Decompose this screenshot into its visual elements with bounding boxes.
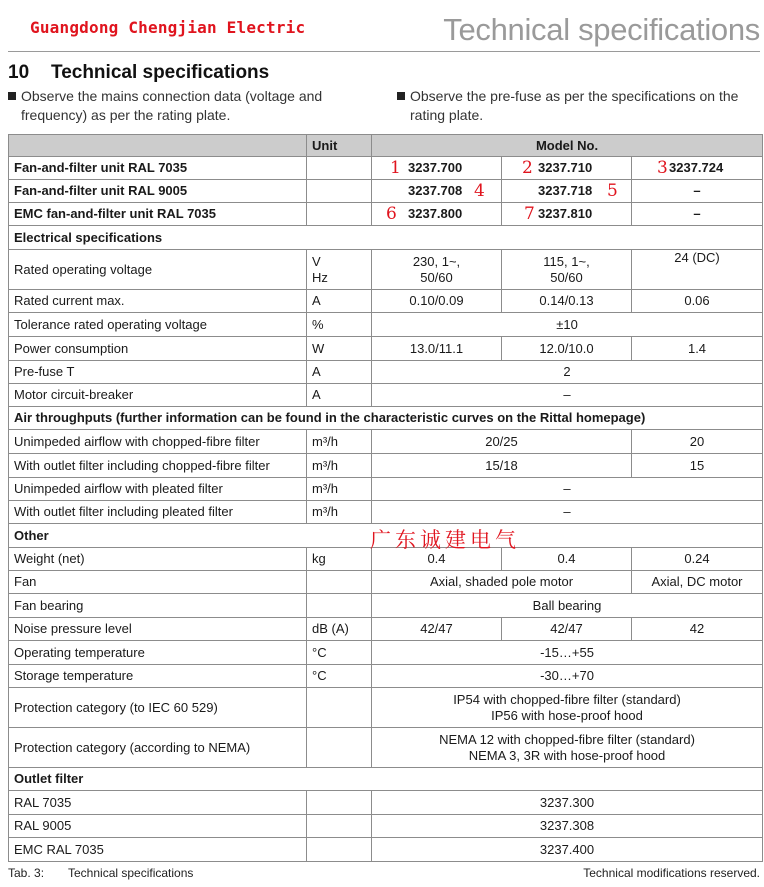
model-label: EMC fan-and-filter unit RAL 7035 — [9, 203, 307, 226]
value-cell: 20/25 — [372, 430, 632, 454]
header-title: Technical specifications — [443, 12, 760, 47]
model-number-cell — [372, 157, 502, 180]
value-cell: 3237.300 — [372, 791, 763, 815]
note-prefuse-text: Observe the pre-fuse as per the specifications on the rating plate. — [410, 88, 739, 123]
row-label: With outlet filter including chopped-fibre filter — [9, 454, 307, 478]
category-air: Air throughputs (further information can be found in the characteristic curves on the Rittal homepage) — [9, 407, 763, 430]
value-cell: 2 — [372, 361, 763, 384]
row-label: RAL 9005 — [9, 815, 307, 838]
value-line: NEMA 3, 3R with hose-proof hood — [468, 747, 666, 763]
section-number: 10 — [8, 62, 30, 83]
table-row — [9, 618, 763, 641]
table-row — [9, 815, 763, 838]
spec-table — [8, 134, 763, 862]
annotation-marker: 1 — [390, 158, 401, 178]
table-row — [9, 361, 763, 384]
annotation-marker: 6 — [386, 204, 397, 224]
unit-cell — [307, 688, 372, 728]
unit-hertz: Hz — [312, 269, 328, 285]
category-other: Other — [9, 524, 763, 548]
value-line: 50/60 — [550, 269, 583, 285]
value-cell: -30…+70 — [372, 665, 763, 688]
table-row — [9, 791, 763, 815]
model-number: 3237.810 — [538, 206, 593, 221]
value-cell: 3237.308 — [372, 815, 763, 838]
value-cell: 20 — [632, 430, 763, 454]
unit-cell: m³/h — [307, 454, 372, 478]
value-line: 115, 1~, — [543, 253, 590, 269]
annotation-marker: 4 — [474, 181, 485, 201]
unit-cell: °C — [307, 665, 372, 688]
value-cell: 42 — [632, 618, 763, 641]
section-title-text: Technical specifications — [51, 62, 270, 83]
row-label: With outlet filter including pleated filter — [9, 501, 307, 524]
unit-cell: m³/h — [307, 430, 372, 454]
value-line: 50/60 — [420, 269, 453, 285]
bullet-icon — [397, 92, 405, 100]
note-prefuse — [397, 87, 762, 125]
model-row — [9, 203, 763, 226]
header-blank — [9, 135, 307, 157]
model-unit — [307, 180, 372, 203]
unit-cell — [307, 250, 372, 290]
table-row — [9, 665, 763, 688]
value-line: IP54 with chopped-fibre filter (standard) — [453, 691, 681, 707]
model-number-cell — [502, 203, 632, 226]
note-mains-text: Observe the mains connection data (voltage and frequency) as per the rating plate. — [21, 88, 323, 123]
model-label: Fan-and-filter unit RAL 9005 — [9, 180, 307, 203]
table-row — [9, 384, 763, 407]
unit-cell: kg — [307, 548, 372, 571]
unit-cell — [307, 815, 372, 838]
value-line: NEMA 12 with chopped-fibre filter (standard) — [439, 731, 695, 747]
table-row — [9, 571, 763, 594]
row-label: Unimpeded airflow with chopped-fibre filter — [9, 430, 307, 454]
annotation-marker: 3 — [657, 158, 668, 178]
value-cell: 15 — [632, 454, 763, 478]
value-cell: – — [372, 501, 763, 524]
unit-cell: m³/h — [307, 501, 372, 524]
model-number-cell — [502, 180, 632, 203]
value-line: IP56 with hose-proof hood — [491, 707, 643, 723]
unit-cell: A — [307, 290, 372, 313]
value-cell: 0.14/0.13 — [502, 290, 632, 313]
unit-cell — [307, 838, 372, 862]
annotation-marker: 7 — [524, 204, 535, 224]
row-label: Noise pressure level — [9, 618, 307, 641]
row-label: Power consumption — [9, 337, 307, 361]
unit-cell: m³/h — [307, 478, 372, 501]
table-row — [9, 337, 763, 361]
value-cell: 13.0/11.1 — [372, 337, 502, 361]
table-row — [9, 501, 763, 524]
model-number: 3237.800 — [408, 206, 463, 221]
model-number: 3237.708 — [408, 183, 463, 198]
row-label: Tolerance rated operating voltage — [9, 313, 307, 337]
value-cell: 0.10/0.09 — [372, 290, 502, 313]
row-label: RAL 7035 — [9, 791, 307, 815]
value-cell: 0.24 — [632, 548, 763, 571]
row-label: Motor circuit-breaker — [9, 384, 307, 407]
unit-cell — [307, 594, 372, 618]
value-cell — [372, 250, 502, 290]
table-row — [9, 430, 763, 454]
table-row — [9, 838, 763, 862]
category-electrical: Electrical specifications — [9, 226, 763, 250]
table-number: Tab. 3: — [8, 866, 45, 880]
row-label: Fan bearing — [9, 594, 307, 618]
table-row — [9, 594, 763, 618]
value-cell: 0.4 — [372, 548, 502, 571]
model-number: 3237.710 — [538, 160, 593, 175]
value-cell: Axial, shaded pole motor — [372, 571, 632, 594]
table-row — [9, 250, 763, 290]
section-title — [8, 62, 269, 84]
model-label: Fan-and-filter unit RAL 7035 — [9, 157, 307, 180]
unit-cell: % — [307, 313, 372, 337]
model-number-cell — [502, 157, 632, 180]
category-outlet: Outlet filter — [9, 768, 763, 791]
value-cell — [372, 728, 763, 768]
row-label: EMC RAL 7035 — [9, 838, 307, 862]
value-cell — [502, 250, 632, 290]
table-row — [9, 728, 763, 768]
model-unit — [307, 203, 372, 226]
model-unit — [307, 157, 372, 180]
bullet-icon — [8, 92, 16, 100]
row-label: Protection category (according to NEMA) — [9, 728, 307, 768]
value-cell: 3237.400 — [372, 838, 763, 862]
value-cell: – — [372, 384, 763, 407]
unit-cell: W — [307, 337, 372, 361]
table-header-row — [9, 135, 763, 157]
value-cell: Ball bearing — [372, 594, 763, 618]
value-cell — [372, 688, 763, 728]
table-row — [9, 290, 763, 313]
table-row — [9, 454, 763, 478]
row-label: Weight (net) — [9, 548, 307, 571]
annotation-marker: 5 — [607, 181, 618, 201]
unit-cell: °C — [307, 641, 372, 665]
table-row — [9, 688, 763, 728]
model-number: – — [632, 180, 763, 203]
value-cell: 0.06 — [632, 290, 763, 313]
unit-cell: A — [307, 384, 372, 407]
unit-cell — [307, 571, 372, 594]
value-cell: 1.4 — [632, 337, 763, 361]
model-number-cell — [372, 203, 502, 226]
value-cell: 42/47 — [372, 618, 502, 641]
table-caption — [8, 866, 193, 880]
row-label: Rated operating voltage — [9, 250, 307, 290]
brand-name: Guangdong Chengjian Electric — [30, 18, 306, 37]
value-cell: – — [372, 478, 763, 501]
value-line: 230, 1~, — [412, 253, 461, 269]
value-cell: Axial, DC motor — [632, 571, 763, 594]
model-number: 3237.718 — [538, 183, 593, 198]
category-row — [9, 768, 763, 791]
value-cell: 42/47 — [502, 618, 632, 641]
annotation-marker: 2 — [522, 158, 533, 178]
row-label: Storage temperature — [9, 665, 307, 688]
model-number-cell — [372, 180, 502, 203]
row-label: Protection category (to IEC 60 529) — [9, 688, 307, 728]
unit-cell — [307, 791, 372, 815]
model-number: – — [632, 203, 763, 226]
row-label: Rated current max. — [9, 290, 307, 313]
value-cell: 12.0/10.0 — [502, 337, 632, 361]
category-row — [9, 226, 763, 250]
unit-cell: A — [307, 361, 372, 384]
value-cell: 15/18 — [372, 454, 632, 478]
header-unit: Unit — [307, 135, 372, 157]
row-label: Operating temperature — [9, 641, 307, 665]
row-label: Fan — [9, 571, 307, 594]
value-cell: 0.4 — [502, 548, 632, 571]
unit-volt: V — [312, 253, 321, 269]
model-number: 3237.724 — [669, 160, 724, 175]
model-number: 3237.700 — [408, 160, 463, 175]
category-row — [9, 407, 763, 430]
value-cell: ±10 — [372, 313, 763, 337]
row-label: Pre-fuse T — [9, 361, 307, 384]
row-label: Unimpeded airflow with pleated filter — [9, 478, 307, 501]
header-model: Model No. — [372, 135, 763, 157]
table-row — [9, 313, 763, 337]
modifications-note: Technical modifications reserved. — [583, 866, 760, 880]
model-row — [9, 180, 763, 203]
value-cell: -15…+55 — [372, 641, 763, 665]
table-caption-text: Technical specifications — [68, 866, 194, 880]
watermark: 广东诚建电气 — [370, 528, 520, 552]
note-mains — [8, 87, 363, 125]
header-divider — [8, 51, 760, 52]
value-cell: 24 (DC) — [632, 250, 763, 290]
model-row — [9, 157, 763, 180]
table-row — [9, 641, 763, 665]
unit-cell — [307, 728, 372, 768]
table-row — [9, 478, 763, 501]
model-number-cell — [632, 157, 763, 180]
unit-cell: dB (A) — [307, 618, 372, 641]
